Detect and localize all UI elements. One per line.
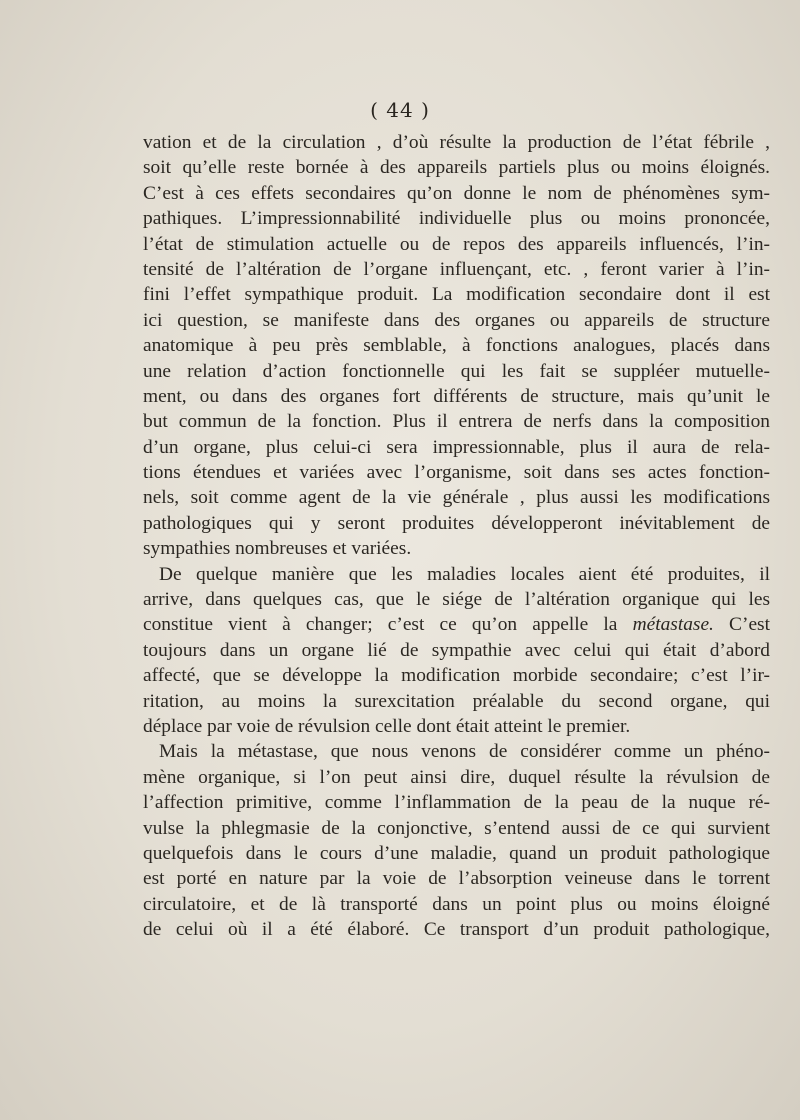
- text-line: De quelque manière que les maladies locales aient été produites, il: [159, 563, 770, 585]
- text-line: nels, soit comme agent de la vie générale , plus aussi les modifications: [143, 487, 770, 509]
- text-line: quelquefois dans le cours d’une maladie, quand un produit pathologique: [143, 842, 770, 864]
- text-fragment: C’est: [713, 614, 770, 636]
- text-line: anatomique à peu près semblable, à fonctions analogues, placés dans: [143, 335, 770, 357]
- text-line: vation et de la circulation , d’où résulte la production de l’état fébrile ,: [143, 132, 770, 153]
- text-line: soit qu’elle reste bornée à des appareils partiels plus ou moins éloignés.: [143, 157, 770, 179]
- text-line: Mais la métastase, que nous venons de considérer comme un phéno-: [159, 741, 770, 763]
- text-line: fini l’effet sympathique produit. La modification secondaire dont il est: [143, 284, 770, 306]
- italic-term: métastase.: [632, 614, 714, 636]
- text-line: ici question, se manifeste dans des organes ou appareils de structure: [143, 309, 770, 331]
- text-line: but commun de la fonction. Plus il entrera de nerfs dans la composition: [143, 411, 770, 433]
- body-text: [143, 130, 770, 943]
- text-line: est porté en nature par la voie de l’absorption veineuse dans le torrent: [143, 868, 770, 890]
- text-line: de celui où il a été élaboré. Ce transport d’un produit pathologique,: [143, 919, 770, 941]
- text-line: pathologiques qui y seront produites développeront inévitablement de: [143, 512, 770, 534]
- text-line: C’est à ces effets secondaires qu’on donne le nom de phénomènes sym-: [143, 182, 770, 204]
- text-fragment: constitue vient à changer; c’est ce qu’on appelle la: [143, 614, 633, 636]
- text-line: déplace par voie de révulsion celle dont était atteint le premier.: [143, 715, 631, 737]
- text-line: une relation d’action fonctionnelle qui les fait se suppléer mutuelle-: [143, 360, 770, 382]
- text-line: mène organique, si l’on peut ainsi dire, duquel résulte la révulsion de: [143, 766, 770, 788]
- page-number: ( 44 ): [370, 98, 430, 122]
- text-line: sympathies nombreuses et variées.: [143, 538, 412, 560]
- text-line: l’affection primitive, comme l’inflammation de la peau de la nuque ré-: [143, 792, 770, 814]
- paragraph-1: [143, 130, 770, 562]
- text-line: ment, ou dans des organes fort différents de structure, mais qu’unit le: [143, 385, 770, 407]
- paragraph-3: [143, 739, 770, 942]
- text-line: [143, 612, 770, 637]
- text-line: pathiques. L’impressionnabilité individuelle plus ou moins prononcée,: [143, 208, 770, 230]
- text-line: l’état de stimulation actuelle ou de repos des appareils influencés, l’in-: [143, 233, 770, 255]
- text-line: ritation, au moins la surexcitation préalable du second organe, qui: [143, 690, 770, 712]
- text-line: vulse la phlegmasie de la conjonctive, s’entend aussi de ce qui survient: [143, 817, 770, 839]
- text-line: tensité de l’altération de l’organe influençant, etc. , feront varier à l’in-: [143, 258, 770, 280]
- text-line: d’un organe, plus celui-ci sera impressionnable, plus il aura de rela-: [143, 436, 770, 458]
- text-line: circulatoire, et de là transporté dans un point plus ou moins éloigné: [143, 893, 770, 915]
- text-line: arrive, dans quelques cas, que le siége de l’altération organique qui les: [143, 589, 770, 611]
- text-line: tions étendues et variées avec l’organisme, soit dans ses actes fonction-: [143, 462, 770, 484]
- paragraph-2: [143, 562, 770, 740]
- text-line: toujours dans un organe lié de sympathie avec celui qui était d’abord: [143, 639, 770, 661]
- text-line: affecté, que se développe la modification morbide secondaire; c’est l’ir-: [143, 665, 770, 687]
